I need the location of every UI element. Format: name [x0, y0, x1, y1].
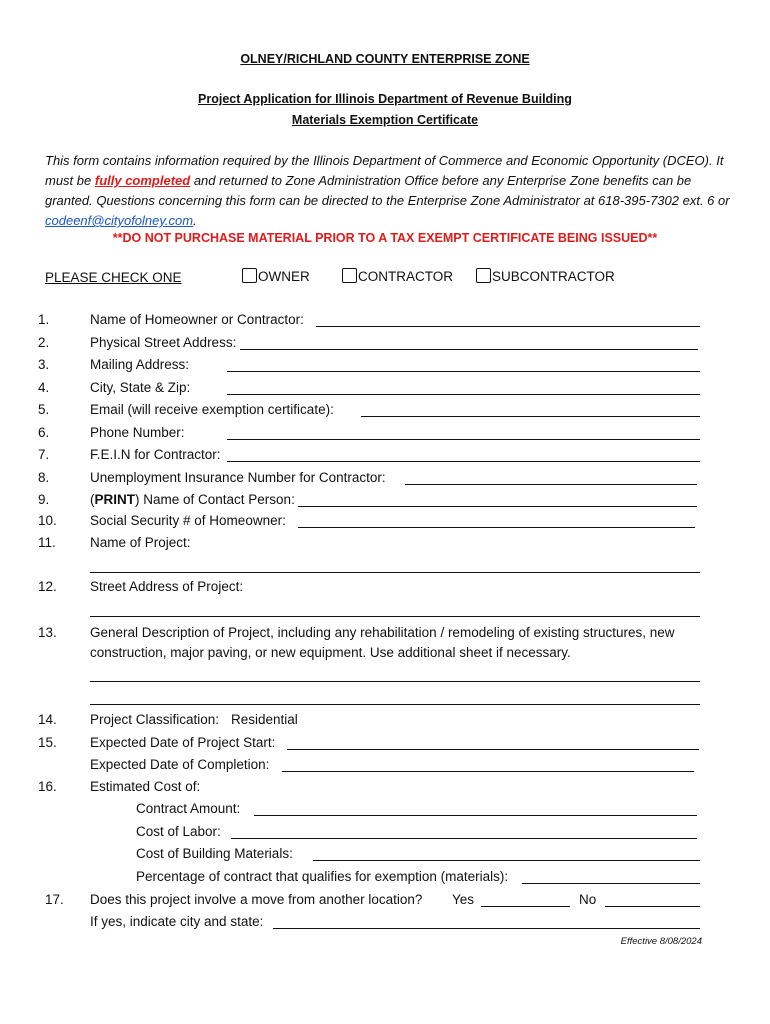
- field-label: Email (will receive exemption certificate):: [90, 402, 334, 417]
- field-label: General Description of Project, including any rehabilitation / remodeling of existing structures, new: [90, 625, 675, 640]
- field-label: Name of Homeowner or Contractor:: [90, 312, 304, 327]
- field-label: Does this project involve a move from another location?: [90, 892, 423, 907]
- field-row-16b: [0, 824, 770, 842]
- form-subtitle-line2: Materials Exemption Certificate: [291, 113, 479, 127]
- yes-label: Yes: [452, 892, 475, 907]
- field-label: Social Security # of Homeowner:: [90, 513, 286, 528]
- field-row-17: 17. Does this project involve a move from another location? Yes No: [0, 892, 770, 910]
- move-no-field[interactable]: [605, 906, 700, 907]
- field-row-17b: [0, 914, 770, 932]
- field-label: (PRINT) Name of Contact Person:: [90, 492, 295, 507]
- ssn-field[interactable]: [298, 527, 695, 528]
- field-row-6: 6. Phone Number:: [0, 425, 770, 443]
- field-row-12: 12. Street Address of Project:: [38, 579, 244, 594]
- field-label: Name of Project:: [90, 535, 191, 550]
- field-row-2: 2. Physical Street Address:: [0, 335, 770, 353]
- field-label: Phone Number:: [90, 425, 185, 440]
- contractor-checkbox[interactable]: [342, 268, 357, 283]
- field-row-13-cont: [0, 645, 770, 663]
- field-row-3: 3. Mailing Address:: [0, 357, 770, 375]
- form-title: OLNEY/RICHLAND COUNTY ENTERPRISE ZONE: [240, 52, 530, 66]
- field-label: construction, major paving, or new equipment. Use additional sheet if necessary.: [90, 645, 571, 660]
- field-row-9: 9. (PRINT) Name of Contact Person:: [0, 492, 770, 510]
- phone-number-field[interactable]: [227, 439, 700, 440]
- move-city-state-field[interactable]: [273, 928, 700, 929]
- city-state-zip-field[interactable]: [227, 394, 700, 395]
- project-address-field[interactable]: [90, 616, 700, 617]
- field-label: Contract Amount:: [136, 801, 241, 816]
- contract-amount-field[interactable]: [254, 815, 697, 816]
- field-row-7: 7. F.E.I.N for Contractor:: [0, 447, 770, 465]
- field-row-15: 15. Expected Date of Project Start:: [0, 735, 770, 753]
- contractor-option[interactable]: CONTRACTOR: [342, 268, 453, 284]
- field-row-11: 11. Name of Project:: [38, 535, 191, 550]
- owner-checkbox[interactable]: [242, 268, 257, 283]
- owner-option[interactable]: OWNER: [242, 268, 310, 284]
- field-row-4: 4. City, State & Zip:: [0, 380, 770, 398]
- field-label: If yes, indicate city and state:: [90, 914, 264, 929]
- field-row-16: 16. Estimated Cost of:: [38, 779, 201, 794]
- project-completion-date-field[interactable]: [282, 771, 694, 772]
- subcontractor-checkbox[interactable]: [476, 268, 491, 283]
- homeowner-contractor-name-field[interactable]: [316, 326, 700, 327]
- field-label: Mailing Address:: [90, 357, 190, 372]
- check-one-label: PLEASE CHECK ONE: [45, 270, 182, 285]
- field-label: City, State & Zip:: [90, 380, 191, 395]
- field-label: Percentage of contract that qualifies for exemption (materials):: [136, 869, 509, 884]
- effective-date: Effective 8/08/2024: [620, 936, 702, 947]
- unemployment-insurance-field[interactable]: [405, 484, 697, 485]
- field-row-16c: [0, 846, 770, 864]
- project-name-field[interactable]: [90, 572, 700, 573]
- project-description-line-1[interactable]: [90, 681, 700, 682]
- field-label: Unemployment Insurance Number for Contractor:: [90, 470, 386, 485]
- email-field[interactable]: [361, 416, 700, 417]
- field-label: Cost of Building Materials:: [136, 846, 293, 861]
- field-row-10: 10. Social Security # of Homeowner:: [0, 513, 770, 531]
- purchase-warning: **DO NOT PURCHASE MATERIAL PRIOR TO A TAX EXEMPT CERTIFICATE BEING ISSUED**: [112, 231, 658, 245]
- field-label: Estimated Cost of:: [90, 779, 201, 794]
- no-label: No: [579, 892, 597, 907]
- field-row-1: 1. Name of Homeowner or Contractor:: [0, 312, 770, 330]
- field-label: F.E.I.N for Contractor:: [90, 447, 221, 462]
- form-subtitle-line1: Project Application for Illinois Department of Revenue Building: [198, 92, 572, 106]
- field-row-16d: [0, 869, 770, 887]
- contact-person-field[interactable]: [298, 506, 697, 507]
- project-start-date-field[interactable]: [287, 749, 699, 750]
- field-label: Expected Date of Project Start:: [90, 735, 276, 750]
- subcontractor-option[interactable]: SUBCONTRACTOR: [476, 268, 615, 284]
- mailing-address-field[interactable]: [227, 371, 700, 372]
- emphasis-text: fully completed: [94, 173, 191, 188]
- field-row-15b: [0, 757, 770, 775]
- project-description-line-2[interactable]: [90, 704, 700, 705]
- move-yes-field[interactable]: [481, 906, 570, 907]
- project-classification-value: Residential: [231, 712, 298, 727]
- cost-of-materials-field[interactable]: [313, 860, 700, 861]
- field-label: Cost of Labor:: [136, 824, 221, 839]
- field-label: Expected Date of Completion:: [90, 757, 270, 772]
- field-row-16a: [0, 801, 770, 819]
- intro-paragraph: This form contains information required by the Illinois Department of Commerce and Economic Opportunity (DCEO). It must be fully completed and returned to Zone Administration Office before any Enterprise Zone benefits can be granted. Questions concerning this form can be directed to the Enterprise Zone Administrator at 618-395-7302 ext. 6 or codeenf@cityofolney.com.: [45, 153, 730, 228]
- cost-of-labor-field[interactable]: [231, 838, 697, 839]
- field-row-13: 13. General Description of Project, including any rehabilitation / remodeling of existing structures, new: [38, 625, 675, 640]
- field-row-8: 8. Unemployment Insurance Number for Contractor:: [0, 470, 770, 488]
- field-label: Project Classification:: [90, 712, 220, 727]
- field-label: Physical Street Address:: [90, 335, 237, 350]
- physical-address-field[interactable]: [240, 349, 698, 350]
- field-row-14: 14. Project Classification: Residential: [38, 712, 298, 727]
- field-label: Street Address of Project:: [90, 579, 244, 594]
- admin-email-link[interactable]: codeenf@cityofolney.com: [45, 213, 194, 228]
- exemption-percentage-field[interactable]: [522, 883, 700, 884]
- field-row-5: 5. Email (will receive exemption certificate):: [0, 402, 770, 420]
- fein-field[interactable]: [227, 461, 700, 462]
